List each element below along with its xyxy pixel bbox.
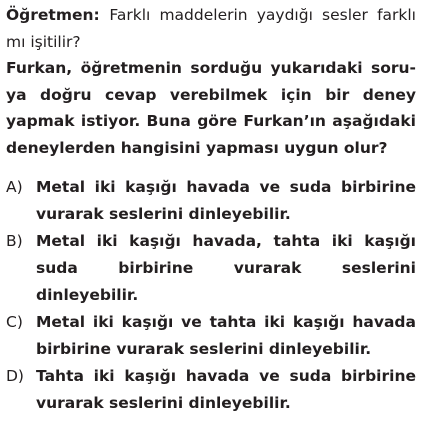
option-b-text: Metal iki kaşığı havada, tahta iki kaşığı suda birbirine vurarak seslerini dinleyebilir. [36, 232, 416, 304]
option-a[interactable] [6, 174, 416, 228]
question-stem [6, 2, 416, 161]
option-d-text: Tahta iki kaşığı havada ve suda birbirine vurarak seslerini dinleyebilir. [36, 367, 416, 412]
answer-options [6, 174, 416, 417]
option-b-letter: B) [6, 232, 23, 250]
option-a-text: Metal iki kaşığı havada ve suda birbirine vurarak seslerini dinleyebilir. [36, 178, 416, 223]
teacher-label: Öğretmen: [6, 6, 100, 24]
teacher-question: Farklı maddelerin yaydığı sesler farklı mı işitilir? [6, 6, 416, 51]
option-b[interactable] [6, 228, 416, 309]
option-c-letter: C) [6, 313, 23, 331]
option-d[interactable] [6, 363, 416, 417]
option-a-letter: A) [6, 178, 23, 196]
option-d-letter: D) [6, 367, 24, 385]
option-c[interactable] [6, 309, 416, 363]
option-c-text: Metal iki kaşığı ve tahta iki kaşığı havada birbirine vurarak seslerini dinleyebilir. [36, 313, 416, 358]
question-prompt: Furkan, öğretmenin sorduğu yukarıdaki soru-ya doğru cevap verebilmek için bir deney yapmak istiyor. Buna göre Furkan’ın aşağıdaki deneylerden hangisini yapması uygun olur? [6, 59, 416, 157]
